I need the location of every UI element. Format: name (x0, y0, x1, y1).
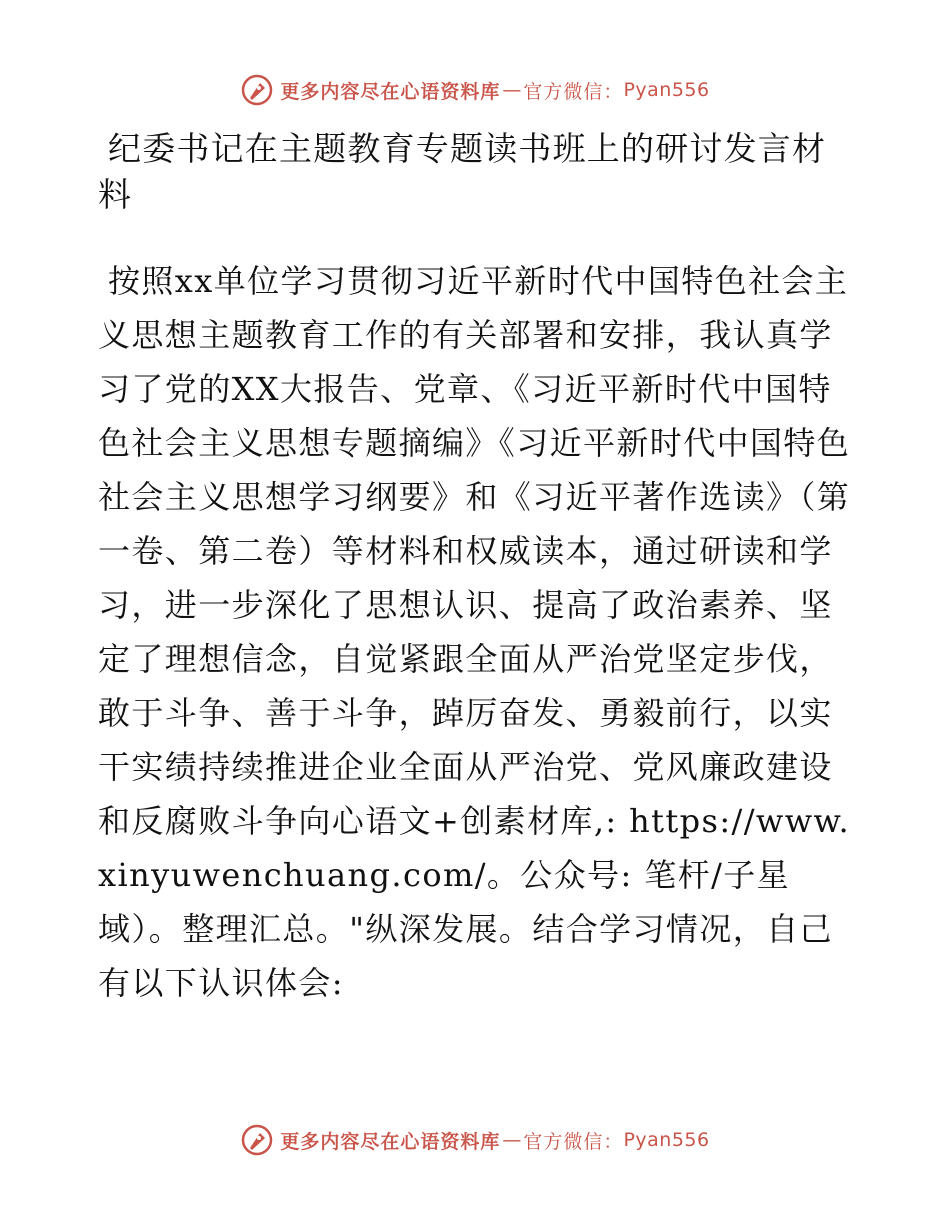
banner-site-name: 更多内容尽在心语资料库 (280, 80, 501, 103)
pen-nib-icon (240, 73, 274, 107)
banner-wechat-account: Pyan556 (623, 1129, 710, 1151)
pen-nib-icon (240, 1123, 274, 1157)
banner-site-name: 更多内容尽在心语资料库 (280, 1130, 501, 1153)
banner-wechat-label: 官方微信： (523, 1130, 624, 1153)
banner-dash: — (502, 79, 522, 101)
banner-wechat-label: 官方微信： (523, 80, 624, 103)
banner-wechat-account: Pyan556 (623, 79, 710, 101)
document-title: 纪委书记在主题教育专题读书班上的研讨发言材料 (98, 129, 827, 214)
footer-watermark-banner (0, 1120, 950, 1160)
header-watermark-banner (0, 70, 950, 110)
banner-dash: — (502, 1129, 522, 1151)
document-paragraph: 按照xx单位学习贯彻习近平新时代中国特色社会主义思想主题教育工作的有关部署和安排，我认真学习了党的XX大报告、党章、《习近平新时代中国特色社会主义思想专题摘编》《习近平新时代中国特色社会主义思想学习纲要》和《习近平著作选读》（第一卷、第二卷）等材料和权威读本，通过研读和学习，进一步深化了思想认识、提高了政治素养、坚定了理想信念，自觉紧跟全面从严治党坚定步伐，敢于斗争、善于斗争，踔厉奋发、勇毅前行，以实干实绩持续推进企业全面从严治党、党风廉政建设和反腐败斗争向心语文+创素材库,: https://www.xinyuwenchuang.com/。公众号: 笔杆/子星域）。整理汇总。"纵深发展。结合学习情况，自己有以下认识体会: (98, 262, 851, 1002)
